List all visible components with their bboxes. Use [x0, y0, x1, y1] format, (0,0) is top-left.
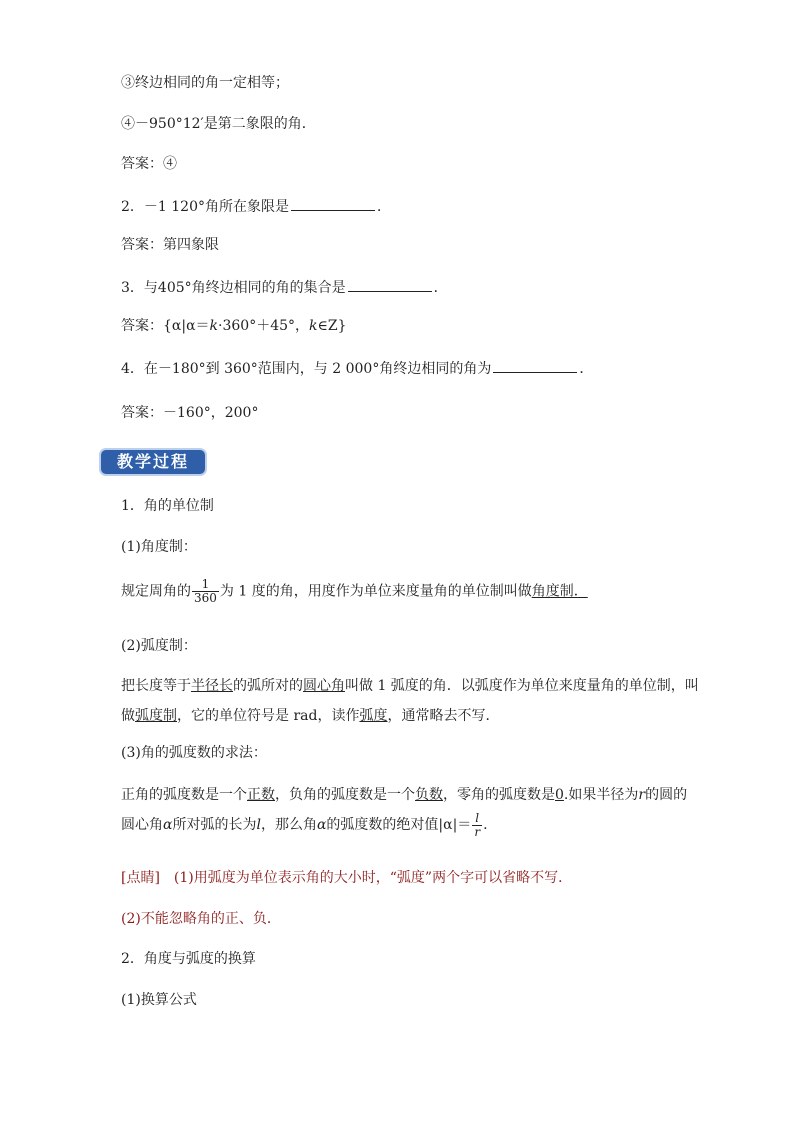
calc-term: 正数 [247, 787, 275, 803]
subsection-radian: (2)弧度制： [121, 638, 197, 654]
degree-term: 角度制． [531, 583, 588, 600]
answer-3-part: 答案：{α|α＝ [121, 318, 210, 334]
radian-text: 把长度等于 [121, 678, 191, 694]
answer-3-part: ·360°＋45°， [218, 318, 310, 334]
answer-2: 答案：第四象限 [121, 237, 219, 253]
calc-text: 正角的弧度数是一个 [121, 787, 247, 803]
fraction-denominator: r [474, 824, 481, 839]
question-2 [121, 196, 391, 216]
answer-blank [348, 277, 432, 292]
calc-text: ，那么角 [260, 817, 317, 833]
question-3-text: 3．与405°角终边相同的角的集合是 [121, 280, 346, 296]
calc-var: r [638, 787, 646, 803]
item-3: ③终边相同的角一定相等； [121, 75, 289, 91]
answer-4: 答案：－160°，200° [121, 405, 259, 421]
answer-3 [121, 317, 347, 335]
radian-definition [121, 671, 701, 731]
answer-blank [493, 358, 577, 373]
calc-var: α [316, 817, 327, 833]
degree-definition [121, 578, 588, 605]
fraction-numerator: 1 [192, 578, 219, 592]
answer-3-k: k [209, 318, 219, 334]
question-4-end: ． [579, 361, 594, 377]
answer-blank [291, 196, 375, 211]
radian-text: ，它的单位符号是 rad，读作 [177, 708, 360, 724]
calc-definition [121, 780, 701, 840]
calc-text: ，零角的弧度数是 [443, 787, 555, 803]
question-3-end: ． [433, 280, 448, 296]
note-line-2: (2)不能忽略角的正、负． [121, 911, 281, 927]
degree-text: 为 1 度的角，用度作为单位来度量角的单位制叫做 [219, 583, 532, 600]
radian-term: 弧度制 [135, 708, 177, 724]
fraction-numerator: l [472, 812, 482, 826]
question-3 [121, 277, 448, 297]
subsection-degree: (1)角度制： [121, 539, 197, 555]
answer-3-k: k [309, 318, 318, 334]
fraction-1-360 [192, 578, 219, 605]
calc-var: α [163, 817, 173, 833]
fraction-l-over-r [472, 812, 482, 839]
radian-term: 圆心角 [303, 678, 345, 694]
question-2-end: ． [377, 199, 391, 215]
subsection-formula: (1)换算公式 [121, 992, 197, 1008]
calc-term: 负数 [415, 787, 443, 803]
radian-text: 的弧所对的 [233, 678, 303, 694]
calc-text: 所对弧的长为 [172, 817, 257, 833]
section-banner: 教学过程 [99, 448, 207, 476]
radian-term: 弧度 [359, 708, 388, 724]
answer-3-part: ∈Z} [317, 318, 347, 334]
question-2-text: 2．－1 120°角所在象限是 [121, 199, 289, 215]
calc-var: l [256, 817, 261, 833]
note-line-1: [点睛] (1)用弧度为单位表示角的大小时，“弧度”两个字可以省略不写． [121, 870, 573, 886]
answer-1: 答案：④ [121, 156, 177, 172]
calc-text: . [483, 817, 488, 833]
radian-term: 半径长 [191, 678, 233, 694]
fraction-denominator: 360 [194, 591, 217, 605]
item-4: ④－950°12′是第二象限的角． [121, 116, 316, 132]
subsection-calc: (3)角的弧度数的求法： [121, 745, 267, 761]
calc-text: 的圆的圆心角 [121, 787, 688, 833]
question-4-text: 4．在－180°到 360°范围内，与 2 000°角终边相同的角为 [121, 361, 492, 377]
section-2-title: 2．角度与弧度的换算 [121, 951, 256, 967]
section-1-title: 1．角的单位制 [121, 498, 214, 514]
calc-text: .如果半径为 [563, 787, 639, 803]
degree-text: 规定周角的 [121, 583, 191, 600]
calc-text: ，负角的弧度数是一个 [275, 787, 415, 803]
calc-text: 的弧度数的绝对值|α|＝ [326, 817, 472, 833]
radian-text: 叫做 1 弧度的角．以弧度作为单位来度量角的单位制，叫做 [121, 678, 699, 724]
question-4 [121, 358, 593, 378]
radian-text: ，通常略去不写． [387, 708, 500, 724]
calc-term: 0 [555, 787, 564, 803]
